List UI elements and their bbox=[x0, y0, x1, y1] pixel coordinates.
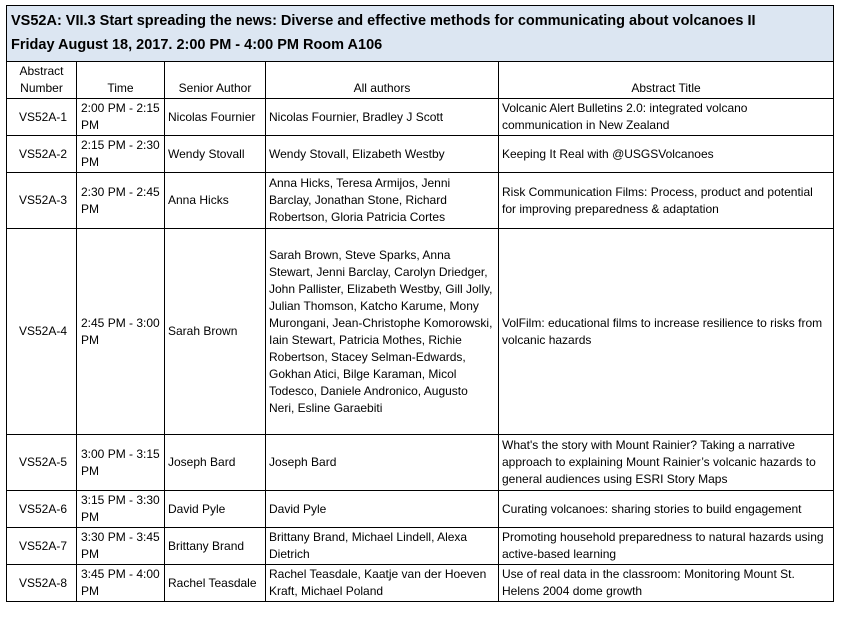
col-abstract-number bbox=[7, 62, 77, 99]
abstract-title: Promoting household preparedness to natural hazards using active-based learning bbox=[499, 528, 834, 565]
table-row bbox=[7, 565, 834, 602]
session-header bbox=[7, 6, 834, 62]
abstract-number: VS52A-6 bbox=[7, 491, 77, 528]
all-authors: David Pyle bbox=[266, 491, 499, 528]
col-abstract-title: Abstract Title bbox=[499, 62, 834, 99]
abstract-number: VS52A-5 bbox=[7, 435, 77, 491]
column-header-row bbox=[7, 62, 834, 99]
abstract-number: VS52A-1 bbox=[7, 99, 77, 136]
time-slot: 3:30 PM - 3:45 PM bbox=[77, 528, 165, 565]
col-abstract-number-line2: Number bbox=[20, 81, 63, 95]
all-authors: Anna Hicks, Teresa Armijos, Jenni Barclay, Jonathan Stone, Richard Robertson, Gloria Patricia Cortes bbox=[266, 173, 499, 229]
col-abstract-number-line1: Abstract bbox=[19, 64, 64, 78]
session-table bbox=[6, 5, 834, 602]
senior-author: Rachel Teasdale bbox=[165, 565, 266, 602]
time-slot: 2:30 PM - 2:45 PM bbox=[77, 173, 165, 229]
time-slot: 3:00 PM - 3:15 PM bbox=[77, 435, 165, 491]
senior-author: Sarah Brown bbox=[165, 229, 266, 435]
time-slot: 2:45 PM - 3:00 PM bbox=[77, 229, 165, 435]
table-row bbox=[7, 528, 834, 565]
table-row bbox=[7, 173, 834, 229]
senior-author: Anna Hicks bbox=[165, 173, 266, 229]
abstract-number: VS52A-7 bbox=[7, 528, 77, 565]
session-header-row bbox=[7, 6, 834, 62]
abstract-title: Keeping It Real with @USGSVolcanoes bbox=[499, 136, 834, 173]
abstract-number: VS52A-4 bbox=[7, 229, 77, 435]
col-time: Time bbox=[77, 62, 165, 99]
abstract-number: VS52A-2 bbox=[7, 136, 77, 173]
senior-author: Joseph Bard bbox=[165, 435, 266, 491]
all-authors: Rachel Teasdale, Kaatje van der Hoeven Kraft, Michael Poland bbox=[266, 565, 499, 602]
abstract-title: Use of real data in the classroom: Monitoring Mount St. Helens 2004 dome growth bbox=[499, 565, 834, 602]
table-row bbox=[7, 136, 834, 173]
all-authors: Nicolas Fournier, Bradley J Scott bbox=[266, 99, 499, 136]
session-date-time-room: Friday August 18, 2017. 2:00 PM - 4:00 PM Room A106 bbox=[11, 37, 383, 53]
table-row bbox=[7, 435, 834, 491]
abstract-title: Risk Communication Films: Process, product and potential for improving preparedness & adaptation bbox=[499, 173, 834, 229]
time-slot: 2:00 PM - 2:15 PM bbox=[77, 99, 165, 136]
table-row bbox=[7, 229, 834, 435]
session-title: VS52A: VII.3 Start spreading the news: Diverse and effective methods for communicating about volcanoes II bbox=[11, 13, 756, 29]
senior-author: Nicolas Fournier bbox=[165, 99, 266, 136]
col-all-authors: All authors bbox=[266, 62, 499, 99]
table-row bbox=[7, 99, 834, 136]
col-senior-author: Senior Author bbox=[165, 62, 266, 99]
all-authors: Joseph Bard bbox=[266, 435, 499, 491]
abstract-title: VolFilm: educational films to increase resilience to risks from volcanic hazards bbox=[499, 229, 834, 435]
all-authors: Brittany Brand, Michael Lindell, Alexa Dietrich bbox=[266, 528, 499, 565]
all-authors: Wendy Stovall, Elizabeth Westby bbox=[266, 136, 499, 173]
session-schedule bbox=[6, 5, 833, 602]
abstract-title: Volcanic Alert Bulletins 2.0: integrated volcano communication in New Zealand bbox=[499, 99, 834, 136]
time-slot: 3:15 PM - 3:30 PM bbox=[77, 491, 165, 528]
abstract-title: Curating volcanoes: sharing stories to build engagement bbox=[499, 491, 834, 528]
senior-author: Brittany Brand bbox=[165, 528, 266, 565]
table-row bbox=[7, 491, 834, 528]
senior-author: Wendy Stovall bbox=[165, 136, 266, 173]
abstract-number: VS52A-3 bbox=[7, 173, 77, 229]
time-slot: 2:15 PM - 2:30 PM bbox=[77, 136, 165, 173]
abstract-title: What's the story with Mount Rainier? Taking a narrative approach to explaining Mount Rainier’s volcanic hazards to general audiences using ESRI Story Maps bbox=[499, 435, 834, 491]
time-slot: 3:45 PM - 4:00 PM bbox=[77, 565, 165, 602]
all-authors: Sarah Brown, Steve Sparks, Anna Stewart, Jenni Barclay, Carolyn Driedger, John Pallister, Elizabeth Westby, Gill Jolly, Julian Thomson, Katcho Karume, Mony Murongani, Jean-Christophe Komorowski, Iain Stewart, Patricia Mothes, Richie Robertson, Stacey Selman-Edwards, Gokhan Atici, Bilge Karaman, Micol Todesco, Daniele Andronico, Augusto Neri, Esline Garaebiti bbox=[266, 229, 499, 435]
abstract-number: VS52A-8 bbox=[7, 565, 77, 602]
senior-author: David Pyle bbox=[165, 491, 266, 528]
